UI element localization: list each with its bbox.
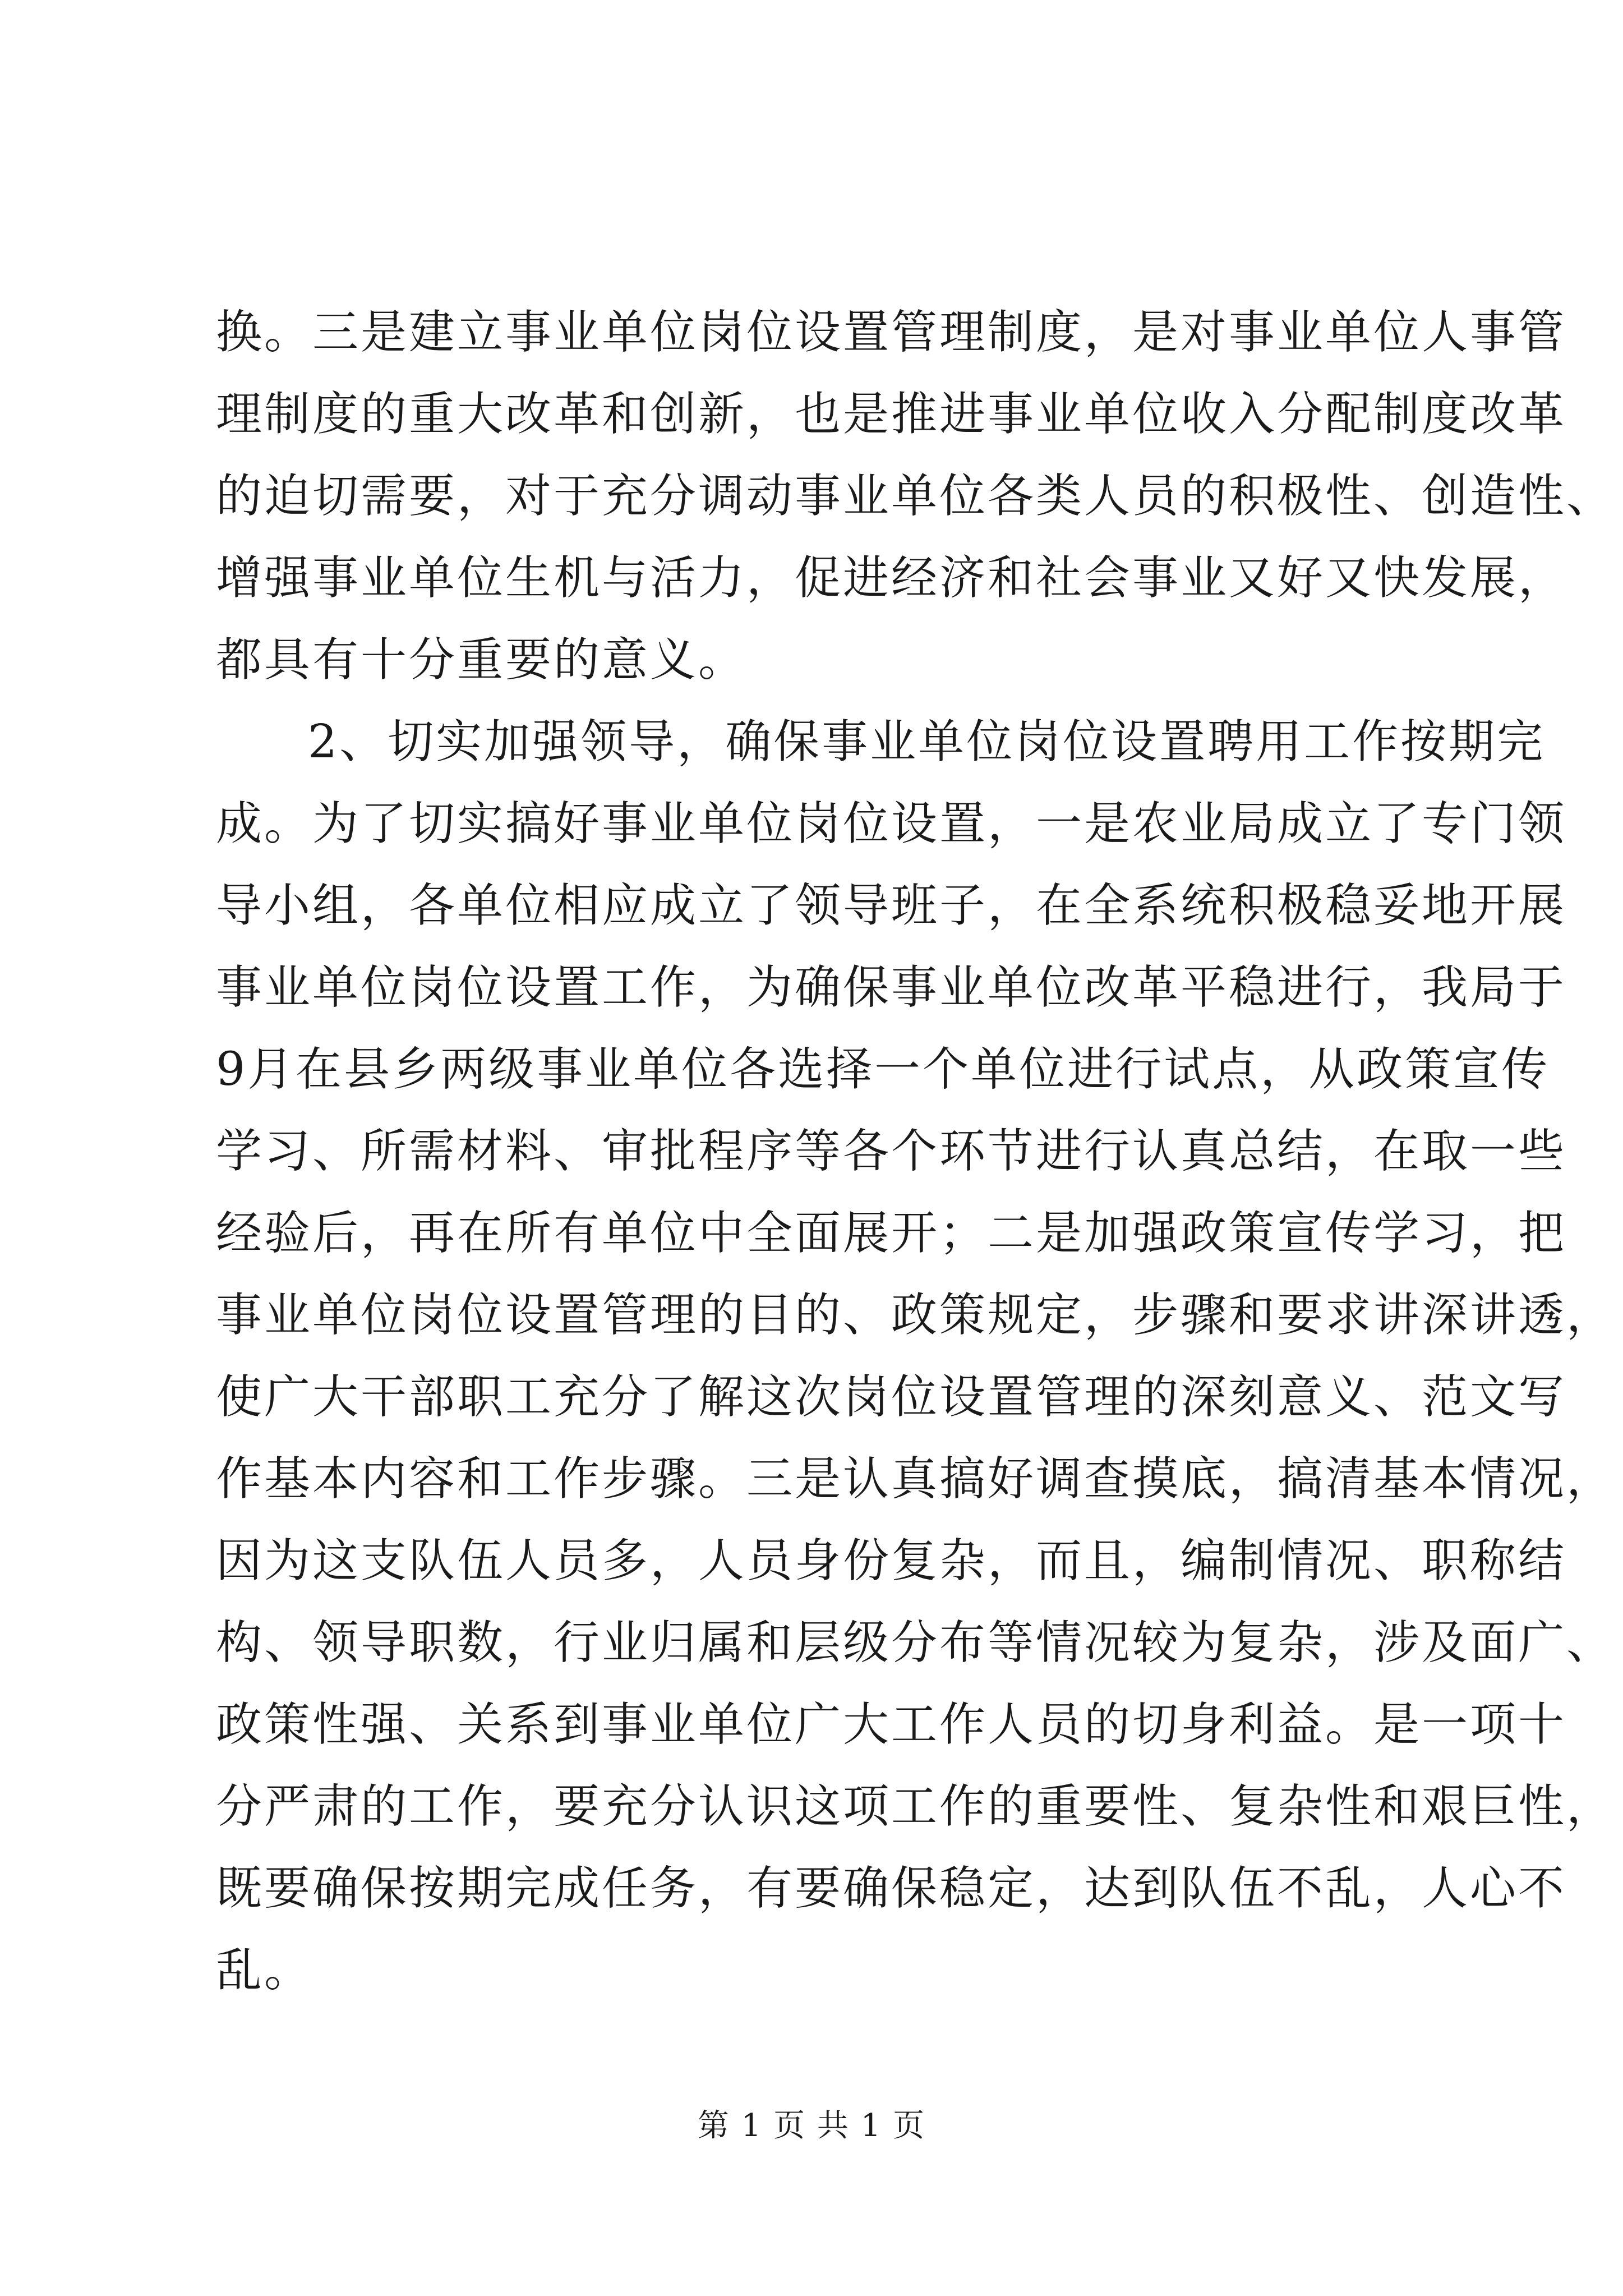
document-body	[216, 292, 1615, 2012]
text-line: 分严肃的工作，要充分认识这项工作的重要性、复杂性和艰巨性，	[216, 1780, 1615, 1833]
text-line: 的迫切需要，对于充分调动事业单位各类人员的积极性、创造性、	[216, 470, 1615, 523]
text-line: 作基本内容和工作步骤。三是认真搞好调查摸底，搞清基本情况，	[216, 1452, 1615, 1506]
text-line: 使广大干部职工充分了解这次岗位设置管理的深刻意义、范文写	[216, 1370, 1567, 1424]
text-line: 理制度的重大改革和创新，也是推进事业单位收入分配制度改革	[216, 388, 1567, 441]
text-line: 事业单位岗位设置工作，为确保事业单位改革平稳进行，我局于	[216, 961, 1567, 1014]
text-line: 既要确保按期完成任务，有要确保稳定，达到队伍不乱，人心不	[216, 1862, 1567, 1915]
text-line: 因为这支队伍人员多，人员身份复杂，而且，编制情况、职称结	[216, 1534, 1567, 1588]
text-line: 换。三是建立事业单位岗位设置管理制度，是对事业单位人事管	[216, 306, 1567, 359]
text-line: 事业单位岗位设置管理的目的、政策规定，步骤和要求讲深讲透，	[216, 1289, 1615, 1342]
text-line: 政策性强、关系到事业单位广大工作人员的切身利益。是一项十	[216, 1698, 1567, 1751]
text-line: 都具有十分重要的意义。	[216, 633, 747, 687]
text-line: 经验后，再在所有单位中全面展开；二是加强政策宣传学习，把	[216, 1207, 1567, 1260]
text-line: 增强事业单位生机与活力，促进经济和社会事业又好又快发展，	[216, 551, 1567, 605]
page-footer	[0, 2104, 1623, 2148]
text-line: 学习、所需材料、审批程序等各个环节进行认真总结，在取一些	[216, 1125, 1567, 1178]
text-line: 乱。	[216, 1944, 313, 1997]
text-line: 2、切实加强领导，确保事业单位岗位设置聘用工作按期完	[308, 715, 1546, 769]
text-line: 成。为了切实搞好事业单位岗位设置，一是农业局成立了专门领	[216, 797, 1567, 850]
text-line: 导小组，各单位相应成立了领导班子，在全系统积极稳妥地开展	[216, 879, 1567, 932]
page-number-label: 第 1 页 共 1 页	[697, 2108, 926, 2144]
text-line: 构、领导职数，行业归属和层级分布等情况较为复杂，涉及面广、	[216, 1616, 1615, 1669]
text-line: 9月在县乡两级事业单位各选择一个单位进行试点，从政策宣传	[216, 1043, 1550, 1096]
